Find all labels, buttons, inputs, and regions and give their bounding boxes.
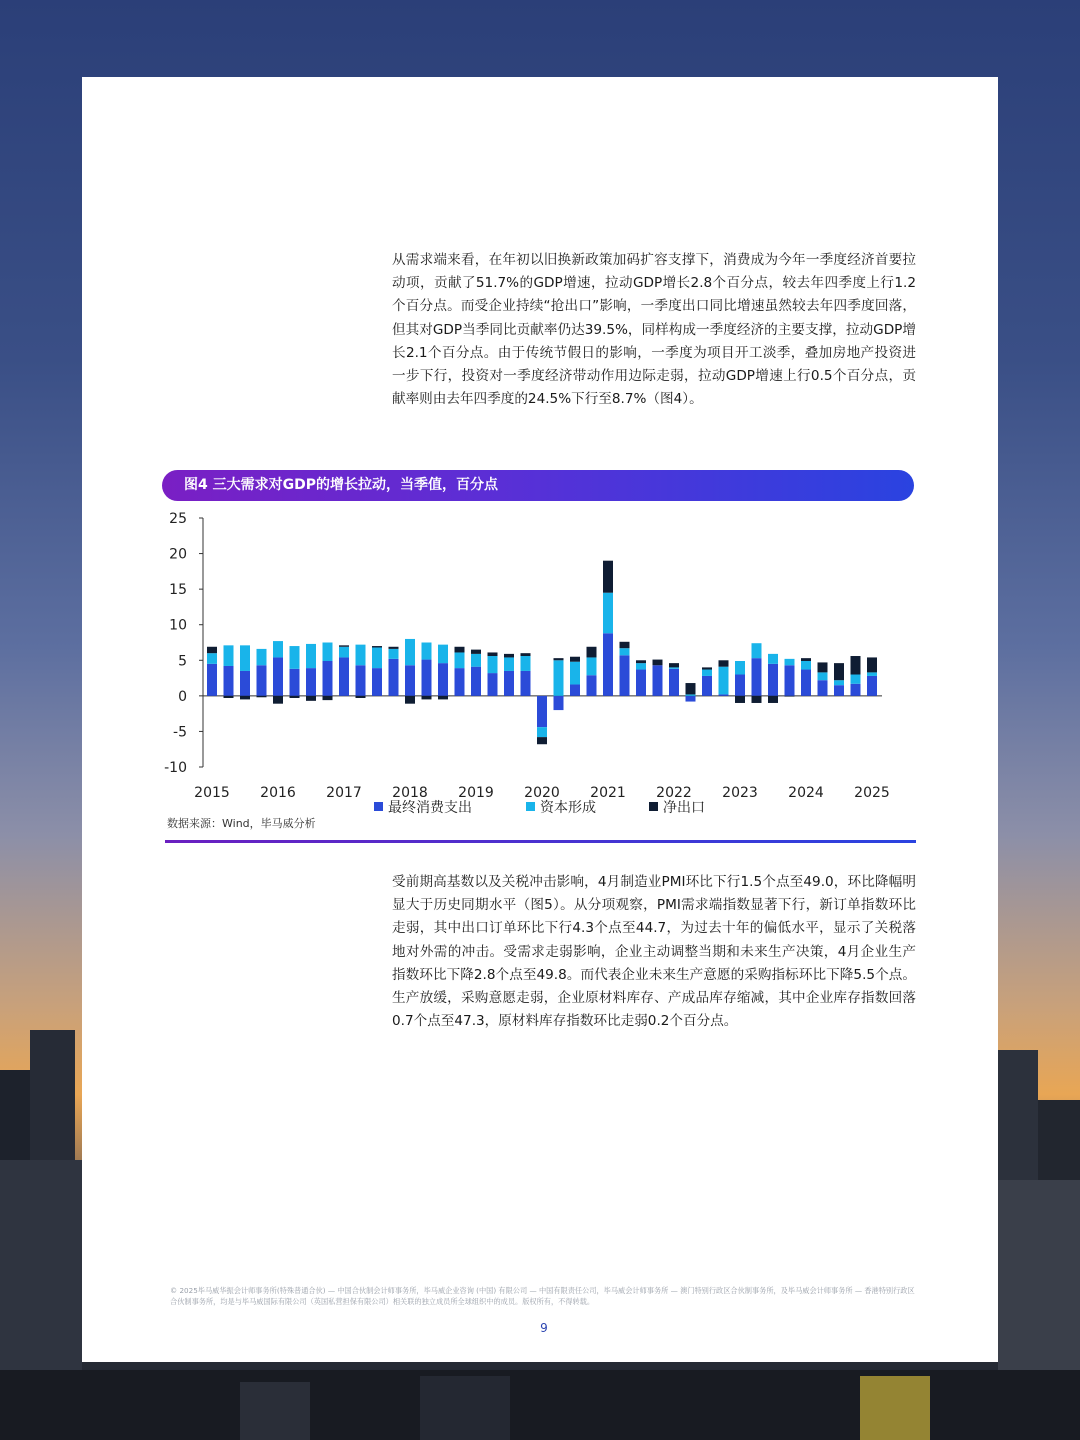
bar-2020Q2-s0 xyxy=(554,696,564,710)
bar-2023Q3-s0 xyxy=(768,664,778,696)
bar-2024Q1-s2 xyxy=(801,658,811,661)
bar-2017Q4-s2 xyxy=(389,647,399,649)
bar-2023Q4-s1 xyxy=(785,659,795,665)
bar-2021Q3-s2 xyxy=(636,660,646,663)
bar-2016Q2-s2 xyxy=(290,696,300,698)
bar-2016Q2-s1 xyxy=(290,646,300,669)
bar-2021Q4-s0 xyxy=(653,665,663,696)
bar-2022Q2-s1 xyxy=(686,694,696,695)
bar-2015Q1-s2 xyxy=(207,647,217,653)
legend-swatch xyxy=(649,802,658,811)
bar-2018Q2-s2 xyxy=(422,696,432,700)
bar-2023Q2-s1 xyxy=(752,643,762,658)
bar-2022Q3-s0 xyxy=(702,676,712,696)
x-tick-label: 2019 xyxy=(458,785,494,801)
bar-2016Q2-s0 xyxy=(290,669,300,696)
bar-2017Q3-s0 xyxy=(372,668,382,696)
bar-2025Q1-s1 xyxy=(867,672,877,676)
bar-2022Q4-s1 xyxy=(719,667,729,695)
bar-2019Q4-s0 xyxy=(521,671,531,696)
x-tick-label: 2025 xyxy=(854,785,890,801)
x-tick-label: 2023 xyxy=(722,785,758,801)
page-number: 9 xyxy=(540,1321,548,1335)
bar-2016Q1-s0 xyxy=(273,657,283,695)
bar-2019Q4-s2 xyxy=(521,653,531,656)
bar-2020Q1-s0 xyxy=(537,696,547,727)
bar-2016Q4-s1 xyxy=(323,643,333,661)
bar-2015Q2-s2 xyxy=(224,696,234,698)
bar-2021Q2-s2 xyxy=(620,642,630,648)
y-tick-label: 5 xyxy=(178,653,187,670)
bar-2019Q2-s2 xyxy=(488,652,498,656)
bar-2024Q1-s0 xyxy=(801,670,811,696)
bar-2018Q1-s2 xyxy=(405,696,415,704)
bar-2021Q4-s2 xyxy=(653,660,663,666)
bar-2020Q1-s1 xyxy=(537,727,547,737)
bar-2019Q1-s1 xyxy=(471,654,481,667)
bar-2020Q3-s1 xyxy=(570,662,580,685)
bar-2016Q4-s2 xyxy=(323,696,333,700)
y-tick-label: 15 xyxy=(169,582,187,599)
y-tick-label: 20 xyxy=(169,546,187,563)
bar-2021Q1-s1 xyxy=(603,593,613,634)
x-tick-label: 2018 xyxy=(392,785,428,801)
bar-2021Q3-s1 xyxy=(636,663,646,669)
bar-2021Q1-s2 xyxy=(603,561,613,593)
bar-2017Q2-s1 xyxy=(356,645,366,666)
bar-2024Q4-s1 xyxy=(851,675,861,684)
bar-2019Q3-s1 xyxy=(504,657,514,671)
bar-2020Q2-s2 xyxy=(554,658,564,660)
bar-2019Q1-s0 xyxy=(471,667,481,696)
y-tick-label: 0 xyxy=(178,688,187,705)
bar-2022Q3-s1 xyxy=(702,670,712,676)
bar-2020Q1-s2 xyxy=(537,737,547,744)
bar-2023Q1-s1 xyxy=(735,661,745,675)
paragraph-demand-side: 从需求端来看，在年初以旧换新政策加码扩容支撑下，消费成为今年一季度经济首要拉动项，贡献了51.7%的GDP增速，拉动GDP增长2.8个百分点，较去年四季度上行1.2个百分点。而受企业持续“抢出口”影响，一季度出口同比增速虽然较去年四季度回落，但其对GDP当季同比贡献率仍达39.5%，同样构成一季度经济的主要支撑，拉动GDP增长2.1个百分点。由于传统节假日的影响，一季度为项目开工淡季，叠加房地产投资进一步下行，投资对一季度经济带动作用边际走弱，拉动GDP增速上行0.5个百分点，贡献率则由去年四季度的24.5%下行至8.7%（图4）。 xyxy=(392,252,916,408)
bar-2017Q3-s1 xyxy=(372,647,382,668)
gdp-contribution-chart xyxy=(82,77,998,837)
divider-rule xyxy=(165,840,916,843)
report-page xyxy=(82,77,998,1362)
y-tick-label: -10 xyxy=(164,760,187,776)
bar-2024Q4-s0 xyxy=(851,684,861,696)
bar-2018Q2-s0 xyxy=(422,660,432,696)
bar-2016Q1-s1 xyxy=(273,641,283,657)
paragraph-pmi: 受前期高基数以及关税冲击影响，4月制造业PMI环比下行1.5个点至49.0，环比降幅明显大于历史同期水平（图5）。从分项观察，PMI需求端指数显著下行，新订单指数环比走弱，其中出口订单环比下行4.3个点至44.7，为过去十年的偏低水平，显示了关税落地对外需的冲击。受需求走弱影响，企业主动调整当期和未来生产决策，4月企业生产指数环比下降2.8个点至49.8。而代表企业未来生产意愿的采购指标环比下降5.5个点。生产放缓，采购意愿走弱，企业原材料库存、产成品库存缩减，其中企业库存指数回落0.7个点至47.3，原材料库存指数环比走弱0.2个百分点。 xyxy=(392,874,916,1030)
bar-2015Q4-s1 xyxy=(257,649,267,665)
bar-2016Q4-s0 xyxy=(323,661,333,696)
bar-2020Q4-s2 xyxy=(587,647,597,658)
bar-2023Q2-s2 xyxy=(752,696,762,703)
x-tick-label: 2017 xyxy=(326,785,362,801)
bar-2025Q1-s0 xyxy=(867,676,877,696)
bar-2015Q1-s1 xyxy=(207,653,217,664)
bar-2020Q2-s1 xyxy=(554,660,564,696)
bar-2023Q1-s0 xyxy=(735,675,745,696)
bar-2025Q1-s2 xyxy=(867,657,877,672)
bar-2023Q3-s2 xyxy=(768,696,778,703)
bar-2020Q4-s0 xyxy=(587,675,597,696)
bar-2020Q4-s1 xyxy=(587,657,597,675)
bar-2016Q1-s2 xyxy=(273,696,283,704)
bar-2019Q1-s2 xyxy=(471,650,481,654)
bar-2015Q3-s2 xyxy=(240,696,250,700)
bar-2015Q3-s1 xyxy=(240,645,250,671)
bar-2018Q4-s2 xyxy=(455,647,465,653)
bar-2022Q4-s2 xyxy=(719,660,729,666)
bar-2018Q1-s1 xyxy=(405,639,415,665)
legend-label: 净出口 xyxy=(663,800,705,816)
bar-2024Q3-s2 xyxy=(834,663,844,680)
bar-2024Q1-s1 xyxy=(801,661,811,670)
bar-2021Q2-s1 xyxy=(620,648,630,655)
x-tick-label: 2020 xyxy=(524,785,560,801)
bar-2017Q2-s2 xyxy=(356,696,366,698)
bar-2023Q1-s2 xyxy=(735,696,745,703)
bar-2024Q4-s2 xyxy=(851,656,861,674)
bar-2017Q4-s0 xyxy=(389,659,399,696)
bar-2017Q1-s0 xyxy=(339,657,349,695)
bar-2017Q4-s1 xyxy=(389,649,399,659)
bar-2015Q2-s1 xyxy=(224,645,234,666)
y-tick-label: 10 xyxy=(169,617,187,634)
bar-2023Q4-s2 xyxy=(785,696,795,697)
bar-2021Q3-s0 xyxy=(636,670,646,696)
bar-2015Q3-s0 xyxy=(240,671,250,696)
x-tick-label: 2022 xyxy=(656,785,692,801)
y-tick-label: 25 xyxy=(169,511,187,527)
x-tick-label: 2024 xyxy=(788,785,824,801)
bar-2020Q3-s2 xyxy=(570,657,580,662)
bar-2024Q3-s1 xyxy=(834,680,844,685)
bar-2016Q3-s2 xyxy=(306,696,316,701)
bar-2019Q2-s0 xyxy=(488,673,498,696)
bar-2022Q2-s2 xyxy=(686,683,696,694)
y-tick-label: -5 xyxy=(173,724,187,741)
bar-2024Q2-s1 xyxy=(818,672,828,680)
bar-2019Q4-s1 xyxy=(521,656,531,671)
x-tick-label: 2015 xyxy=(194,785,230,801)
legend-label: 资本形成 xyxy=(540,800,596,816)
bar-2022Q1-s2 xyxy=(669,663,679,667)
bar-2022Q1-s0 xyxy=(669,669,679,696)
figure-title-bar: 图4 三大需求对GDP的增长拉动，当季值，百分点 xyxy=(162,470,914,501)
copyright-footer: © 2025毕马威华振会计师事务所(特殊普通合伙) — 中国合伙制会计师事务所，毕马威企业咨询 (中国) 有限公司 — 中国有限责任公司，毕马威会计师事务所 — 澳门特别行政区合伙制事务所，及毕马威会计师事务所 — 香港特别行政区合伙制事务所，均是与毕马威国际有限公司（英国私营担保有限公司）相关联的独立成员所全球组织中的成员。版权所有，不得转载。 xyxy=(170,1286,915,1306)
bar-2020Q3-s0 xyxy=(570,684,580,695)
bar-2015Q4-s0 xyxy=(257,665,267,696)
x-tick-label: 2021 xyxy=(590,785,626,801)
bar-2018Q4-s0 xyxy=(455,668,465,696)
bar-2023Q2-s0 xyxy=(752,658,762,696)
bar-2019Q2-s1 xyxy=(488,656,498,673)
bar-2015Q2-s0 xyxy=(224,666,234,696)
bar-2016Q3-s0 xyxy=(306,668,316,696)
bar-2023Q3-s1 xyxy=(768,654,778,664)
bar-2016Q3-s1 xyxy=(306,644,316,668)
bar-2017Q1-s1 xyxy=(339,647,349,658)
bar-2017Q2-s0 xyxy=(356,665,366,696)
bar-2022Q4-s0 xyxy=(719,694,729,695)
bar-2022Q2-s0 xyxy=(686,696,696,702)
bar-2021Q2-s0 xyxy=(620,655,630,696)
bar-2018Q2-s1 xyxy=(422,643,432,660)
bar-2018Q3-s1 xyxy=(438,645,448,663)
bar-2018Q3-s2 xyxy=(438,696,448,700)
bar-2024Q2-s2 xyxy=(818,662,828,672)
x-tick-label: 2016 xyxy=(260,785,296,801)
legend-swatch xyxy=(526,802,535,811)
bar-2019Q3-s2 xyxy=(504,654,514,658)
bar-2024Q3-s0 xyxy=(834,685,844,696)
bar-2018Q1-s0 xyxy=(405,665,415,696)
bar-2017Q1-s2 xyxy=(339,645,349,646)
bar-2015Q1-s0 xyxy=(207,664,217,696)
bar-2024Q2-s0 xyxy=(818,680,828,696)
legend-swatch xyxy=(374,802,383,811)
bar-2022Q1-s1 xyxy=(669,667,679,668)
bar-2018Q3-s0 xyxy=(438,663,448,696)
bar-2023Q4-s0 xyxy=(785,665,795,696)
bar-2018Q4-s1 xyxy=(455,652,465,668)
bar-2021Q1-s0 xyxy=(603,633,613,696)
bar-2015Q4-s2 xyxy=(257,696,267,697)
bar-2017Q3-s2 xyxy=(372,646,382,647)
source-note: 数据来源：Wind，毕马威分析 xyxy=(167,817,316,830)
bar-2022Q3-s2 xyxy=(702,667,712,669)
legend-label: 最终消费支出 xyxy=(388,800,472,816)
bar-2019Q3-s0 xyxy=(504,671,514,696)
